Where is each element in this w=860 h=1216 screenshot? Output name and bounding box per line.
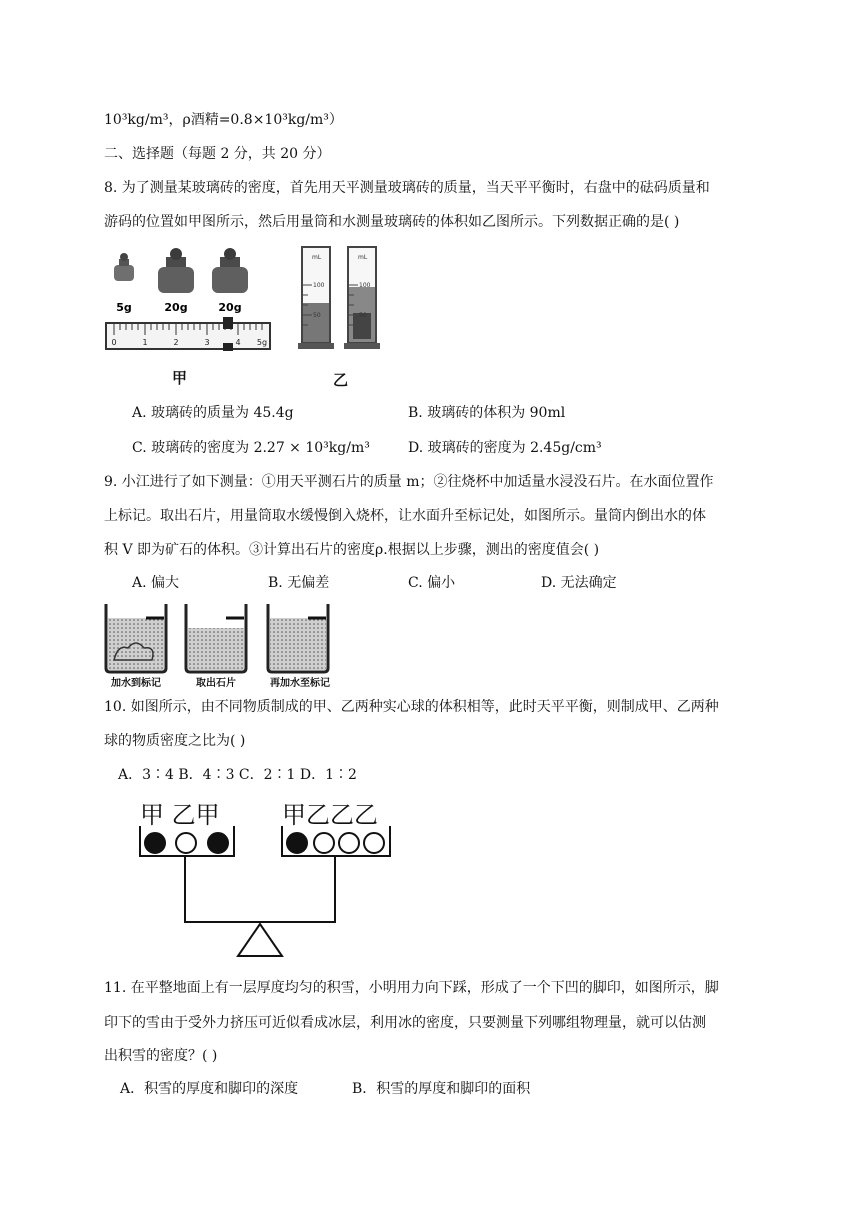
q11-stem-line2: 印下的雪由于受外力挤压可近似看成冰层，利用冰的密度，只要测量下列哪组物理量，就可以估测 <box>104 1015 706 1031</box>
balance-beam <box>185 856 335 922</box>
q10-options: A．3∶4 B．4∶3 C．2∶1 D．1∶2 <box>118 767 357 783</box>
q9-stem-line1: 9. 小江进行了如下测量：①用天平测石片的质量 m；②往烧杯中加适量水浸没石片。在水面位置作 <box>104 474 714 490</box>
scale-tick: 0 <box>111 338 117 347</box>
ball-yi-icon <box>364 833 384 853</box>
q10-stem-line2: 球的物质密度之比为( ) <box>104 733 246 749</box>
rider-icon <box>223 317 233 329</box>
weight-5g-icon <box>114 253 134 281</box>
beaker-label: 加水到标记 <box>111 678 161 689</box>
cylinder-mark: 100 <box>313 282 325 289</box>
weight-label-20g: 20g <box>164 301 188 314</box>
scale-tick: 5g <box>256 338 268 347</box>
q8-option-b: B. 玻璃砖的体积为 90ml <box>408 405 566 421</box>
section-heading: 二、选择题（每题 2 分，共 20 分） <box>104 146 331 162</box>
ball-yi-icon <box>314 833 334 853</box>
beakers-figure <box>100 598 342 690</box>
ball-jia-icon <box>287 833 307 853</box>
cylinder-unit: mL <box>312 254 322 261</box>
cylinder-icon <box>344 247 380 349</box>
ball-jia-icon <box>208 833 228 853</box>
q10-stem-line1: 10. 如图所示，由不同物质制成的甲、乙两种实心球的体积相等，此时天平平衡，则制成甲、乙两种 <box>104 699 719 715</box>
q9-stem-line2: 上标记。取出石片，用量筒取水缓慢倒入烧杯，让水面升至标记处，如图所示。量筒内倒出水的体 <box>104 508 706 524</box>
q11-option-b: B．积雪的厚度和脚印的面积 <box>352 1081 531 1097</box>
ball-yi-icon <box>339 833 359 853</box>
cylinder-unit: mL <box>358 254 368 261</box>
q11-stem-line1: 11. 在平整地面上有一层厚度均匀的积雪，小明用力向下踩，形成了一个下凹的脚印，如图所示，脚 <box>104 980 719 996</box>
fulcrum-icon <box>238 924 282 956</box>
weight-20g-icon <box>158 248 194 293</box>
weights-and-rider-figure <box>100 245 280 360</box>
q9-option-c: C. 偏小 <box>408 575 456 591</box>
figure-caption-yi: 乙 <box>333 371 349 389</box>
density-units-line: 10³kg/m³，ρ酒精=0.8×10³kg/m³） <box>104 112 343 128</box>
rider-scale <box>106 317 270 351</box>
q11-option-a: A．积雪的厚度和脚印的深度 <box>120 1081 299 1097</box>
cylinder-mark: 100 <box>359 282 371 289</box>
beaker-icon <box>106 604 166 672</box>
left-pan-labels: 甲 乙甲 <box>140 801 220 829</box>
cylinder-mark: 50 <box>313 312 321 319</box>
graduated-cylinders-figure <box>296 245 386 355</box>
cylinder-mark: 50 <box>359 312 367 319</box>
ball-yi-icon <box>176 833 196 853</box>
q8-stem-line1: 8. 为了测量某玻璃砖的密度，首先用天平测量玻璃砖的质量，当天平平衡时，右盘中的砝码质量和 <box>104 180 710 196</box>
q8-option-c: C. 玻璃砖的密度为 2.27 × 10³kg/m³ <box>132 440 370 456</box>
scale-tick: 2 <box>173 338 179 347</box>
q9-stem-line3: 积 V 即为矿石的体积。③计算出石片的密度ρ.根据以上步骤，测出的密度值会( ) <box>104 542 600 558</box>
q11-stem-line3: 出积雪的密度？( ) <box>104 1048 218 1064</box>
weight-label-5g: 5g <box>116 301 132 314</box>
balance-figure <box>130 796 400 962</box>
q8-option-a: A. 玻璃砖的质量为 45.4g <box>132 405 294 421</box>
scale-tick: 1 <box>142 338 148 347</box>
q8-option-d: D. 玻璃砖的密度为 2.45g/cm³ <box>408 440 602 456</box>
weight-label-20g: 20g <box>218 301 242 314</box>
figure-caption-jia: 甲 <box>172 369 188 387</box>
cylinder-icon <box>298 247 334 349</box>
ball-jia-icon <box>145 833 165 853</box>
beaker-label: 取出石片 <box>196 678 236 689</box>
beaker-icon <box>186 604 246 672</box>
q8-stem-line2: 游码的位置如甲图所示，然后用量筒和水测量玻璃砖的体积如乙图所示。下列数据正确的是( ) <box>104 214 680 230</box>
scale-tick: 4 <box>235 338 241 347</box>
right-pan-labels: 甲乙乙乙 <box>282 801 378 829</box>
q9-option-b: B. 无偏差 <box>268 575 330 591</box>
beaker-icon <box>268 604 328 672</box>
q9-option-a: A. 偏大 <box>132 575 180 591</box>
beaker-label: 再加水至标记 <box>270 678 330 689</box>
q9-option-d: D. 无法确定 <box>541 575 617 591</box>
scale-tick: 3 <box>204 338 210 347</box>
weight-20g-icon <box>212 248 248 293</box>
